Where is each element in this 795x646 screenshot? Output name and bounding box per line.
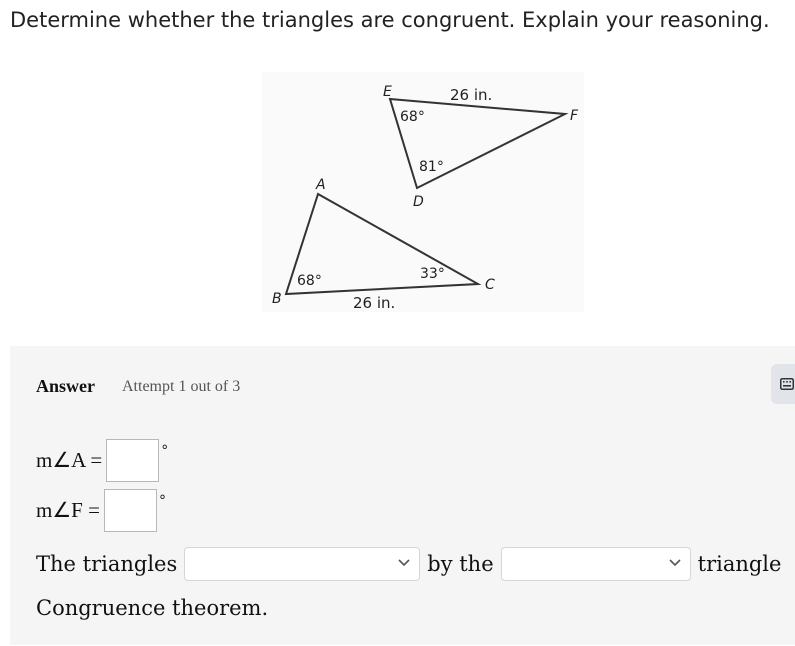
degree-symbol-f: °: [158, 493, 166, 509]
angle-a-input[interactable]: [106, 439, 159, 482]
chevron-down-icon: [398, 559, 410, 567]
sentence-part-2: by the: [427, 552, 494, 576]
angle-f-row: [36, 489, 166, 532]
angle-e-label: 68°: [400, 109, 425, 125]
side-ef-label: 26 in.: [450, 86, 493, 104]
angle-a-label: m∠A =: [36, 448, 103, 472]
vertex-e-label: E: [383, 84, 392, 100]
congruence-dropdown[interactable]: [184, 547, 420, 581]
vertex-d-label: D: [413, 194, 424, 210]
sentence-part-1: The triangles: [36, 552, 178, 576]
vertex-b-label: B: [272, 291, 282, 307]
sentence-part-3: triangle: [697, 552, 782, 576]
triangles-diagram: [262, 72, 584, 312]
angle-f-label: m∠F =: [36, 498, 100, 522]
angle-f-input[interactable]: [104, 489, 157, 532]
chevron-down-icon: [669, 559, 681, 567]
keyboard-button[interactable]: [771, 364, 795, 404]
keyboard-icon: [780, 378, 794, 390]
degree-symbol-a: °: [161, 443, 169, 459]
attempt-counter: Attempt 1 out of 3: [122, 378, 241, 395]
sentence-part-4: Congruence theorem.: [36, 596, 269, 620]
angle-a-row: [36, 439, 168, 482]
vertex-f-label: F: [570, 108, 579, 124]
triangles-figure: [262, 72, 584, 312]
vertex-c-label: C: [485, 277, 495, 293]
answer-title: Answer: [36, 376, 95, 396]
question-prompt: Determine whether the triangles are congruent. Explain your reasoning.: [10, 8, 770, 32]
congruence-sentence: [36, 547, 781, 581]
angle-c-label: 33°: [420, 266, 445, 282]
theorem-dropdown[interactable]: [501, 547, 691, 581]
side-bc-label: 26 in.: [353, 294, 396, 312]
vertex-a-label: A: [316, 177, 326, 193]
answer-panel: [10, 346, 795, 645]
angle-b-label: 68°: [297, 273, 322, 289]
angle-d-label: 81°: [419, 159, 444, 175]
